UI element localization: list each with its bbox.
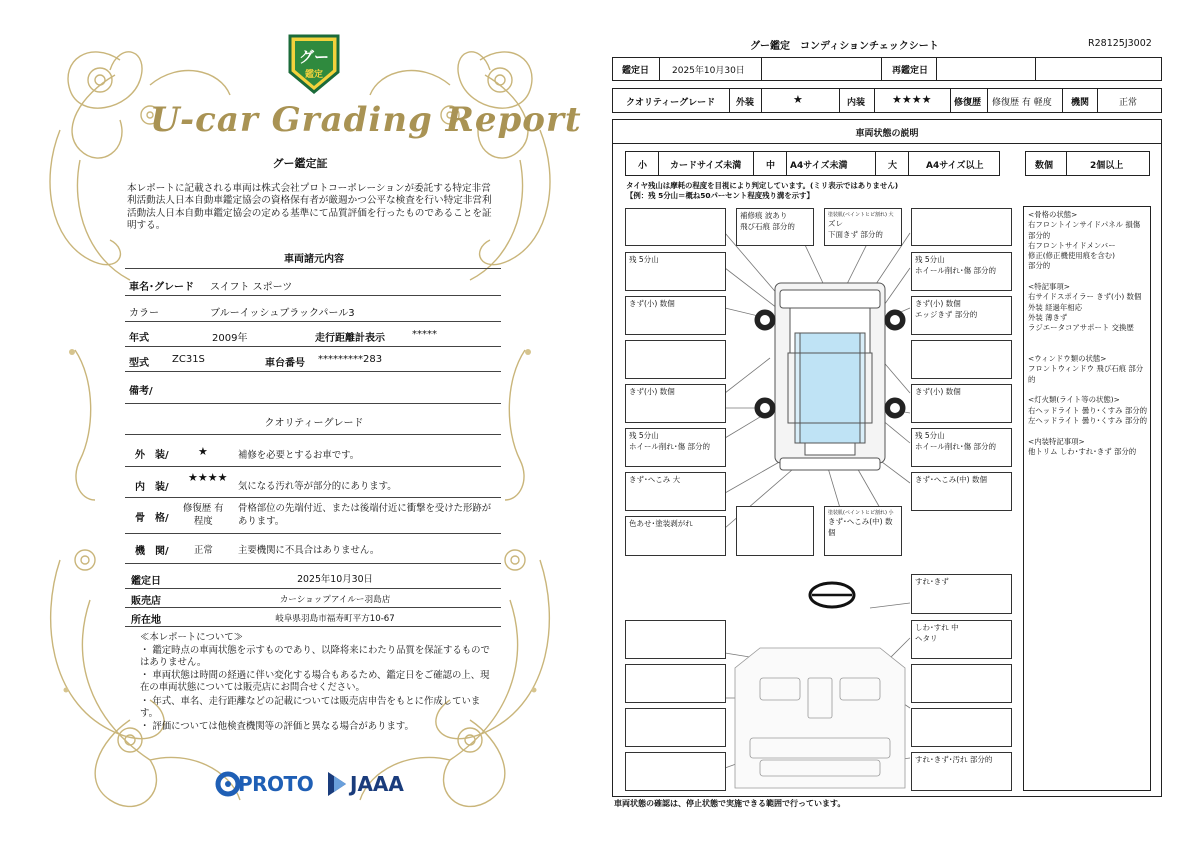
info-date-label: 鑑定日 — [131, 576, 161, 587]
note-item: ・ 鑑定時点の車両状態を示すものであり、以降将来にわたり品質を保証するものではありません。 — [140, 645, 490, 668]
goo-kantei-emblem-icon — [286, 32, 342, 96]
note-line — [1028, 334, 1150, 344]
note-line: 右ヘッドライト 曇り･くすみ 部分的 — [1028, 405, 1148, 415]
tire-note: タイヤ残山は摩耗の程度を目視により判定しています。(ミリ表示ではありません) — [626, 181, 899, 190]
note-line: <ウィンドウ類の状態> — [1028, 354, 1107, 364]
interior-label-right-3 — [911, 664, 1012, 703]
spec-model-label: 型式 — [129, 358, 149, 369]
engine-value: 正常 — [1119, 98, 1138, 108]
damage-label-left-1 — [625, 208, 726, 246]
note-line: 右フロントサイドメンバー — [1028, 240, 1116, 250]
divider — [125, 371, 501, 372]
interior-label-right-2: しわ･すれ 中 ヘタリ — [911, 620, 1012, 659]
size-small: 小 — [638, 161, 648, 171]
note-line: 部分的 — [1028, 261, 1051, 271]
damage-label-top-1: 補修痕 波あり 飛び石痕 部分的 — [736, 208, 814, 246]
damage-label-left-2: 残 5分山 — [625, 252, 726, 291]
note-line: 外装 経過年相応 — [1028, 302, 1083, 312]
note-line: 右サイドスポイラー きず(小) 数個 — [1028, 292, 1142, 302]
info-shop-label: 販売店 — [131, 596, 161, 607]
quality-frame-grade: 修復歴 有 程度 — [183, 503, 224, 527]
info-address-value: 岐阜県羽島市福寿町平方10-67 — [275, 614, 395, 624]
spec-year-label: 年式 — [129, 333, 149, 344]
condition-check-sheet — [600, 0, 1200, 848]
quality-engine-label: 機 関/ — [135, 546, 169, 557]
interior-label: 内装 — [847, 98, 866, 108]
size-large: 大 — [888, 161, 898, 171]
note-line: 右フロントインサイドパネル 損傷 — [1028, 220, 1141, 230]
engine-label: 機関 — [1071, 98, 1090, 108]
note-line: <灯火類(ライト等の状態)> — [1028, 395, 1120, 405]
proto-logo-text: PROTO — [238, 772, 314, 796]
damage-label-right-1 — [911, 208, 1012, 246]
interior-grade: ★★★★ — [892, 93, 932, 106]
divider — [125, 563, 501, 564]
quality-exterior-grade: ★ — [198, 445, 208, 458]
date-value: 2025年10月30日 — [672, 66, 745, 76]
note-line: 修正(修正機使用痕を含む) — [1028, 251, 1116, 261]
quality-frame-desc: 骨格部位の先端付近、または後端付近に衝撃を受けた形跡があります。 — [238, 503, 492, 527]
note-line: <内装特記事項> — [1028, 436, 1085, 446]
divider — [125, 346, 501, 347]
sheet-title: グー鑑定 コンディションチェックシート — [750, 41, 939, 52]
condition-title: 車両状態の説明 — [855, 129, 919, 139]
interior-label-right-1: すれ･きず — [911, 574, 1012, 614]
note-line: 外装 薄きず — [1028, 312, 1068, 322]
divider — [125, 321, 501, 322]
note-line: 左ヘッドライト 曇り･くすみ 部分的 — [1028, 415, 1148, 425]
note-item: ・ 車両状態は時間の経過に伴い変化する場合もあるため、鑑定日をご確認の上、現在の車両状態については販売店にお問合せください。 — [140, 670, 490, 693]
spec-model-value: ZC31S — [172, 354, 205, 365]
repair-history-label: 修復歴 — [954, 98, 982, 108]
note-line — [1028, 272, 1150, 282]
certificate-title: グー鑑定証 — [272, 157, 328, 170]
quality-frame-label: 骨 格/ — [135, 513, 169, 524]
damage-label-left-8: 色あせ･塗装剥がれ — [625, 516, 726, 556]
damage-label-bottom-1 — [736, 506, 814, 556]
interior-label-right-4 — [911, 708, 1012, 747]
size-small-desc: カードサイズ未満 — [670, 161, 742, 171]
quality-grade-label: クオリティーグレード — [626, 98, 716, 108]
repair-history-value: 修復歴 有 軽度 — [992, 98, 1052, 108]
damage-label-right-2: 残 5分山 ホイール削れ･傷 部分的 — [911, 252, 1012, 291]
jaaa-logo-icon — [326, 770, 348, 798]
note-line — [1028, 385, 1150, 395]
damage-label-right-4 — [911, 340, 1012, 379]
interior-label-right-5: すれ･きず･汚れ 部分的 — [911, 752, 1012, 791]
spec-remarks-label: 備考/ — [129, 386, 153, 397]
note-line — [1028, 344, 1150, 354]
size-medium: 中 — [766, 161, 776, 171]
note-line: フロントウィンドウ 飛び石痕 部分的 — [1028, 364, 1144, 384]
divider — [125, 497, 501, 498]
damage-label-right-7: きず･へこみ(中) 数個 — [911, 472, 1012, 511]
quality-exterior-desc: 補修を必要とするお車です。 — [238, 450, 360, 461]
interior-label-left-2 — [625, 664, 726, 703]
damage-label-left-3: きず(小) 数個 — [625, 296, 726, 335]
note-item: ・ 年式、車名、走行距離などの記載については販売店申告をもとに作成しています。 — [140, 696, 481, 719]
count-label: 数個 — [1035, 161, 1054, 171]
quality-exterior-label: 外 装/ — [135, 450, 169, 461]
spec-name-label: 車名･グレード — [129, 282, 194, 293]
reinspection-date-value — [936, 57, 1036, 81]
jaaa-logo-text: JAAA — [350, 772, 404, 796]
quality-engine-desc: 主要機関に不具合はありません。 — [238, 545, 380, 556]
divider — [125, 533, 501, 534]
notes-panel-content — [1028, 210, 1150, 457]
count-desc: 2個以上 — [1090, 161, 1124, 171]
damage-label-right-3: きず(小) 数個 エッジきず 部分的 — [911, 296, 1012, 335]
quality-interior-label: 内 装/ — [135, 482, 169, 493]
info-date-value: 2025年10月30日 — [297, 574, 373, 585]
divider — [125, 588, 501, 589]
divider — [125, 268, 501, 269]
exterior-label: 外装 — [736, 98, 755, 108]
spec-year-value: 2009年 — [212, 333, 248, 344]
spec-section-title: 車両諸元内容 — [284, 254, 344, 265]
note-item: ・ 評価については他検査機関等の評価と異なる場合があります。 — [140, 721, 414, 732]
damage-label-right-6: 残 5分山 ホイール削れ･傷 部分的 — [911, 428, 1012, 467]
divider — [125, 434, 501, 435]
tire-note-example: 【例：残 5分山＝概ね50パーセント程度残り溝を示す】 — [626, 191, 814, 200]
note-line: 他トリム しわ･すれ･きず 部分的 — [1028, 446, 1137, 456]
reinspection-date-label: 再鑑定日 — [892, 66, 929, 76]
quality-section-title: クオリティーグレード — [264, 418, 364, 429]
quality-interior-grade: ★★★★ — [188, 471, 228, 484]
report-title: U-car Grading Report — [150, 100, 582, 140]
quality-interior-desc: 気になる汚れ等が部分的にあります。 — [238, 481, 397, 492]
damage-label-left-4 — [625, 340, 726, 379]
interior-label-left-1 — [625, 620, 726, 659]
notes-title: ≪本レポートについて≫ — [140, 632, 243, 643]
note-line: 部分的 — [1028, 230, 1051, 240]
damage-label-right-5: きず(小) 数個 — [911, 384, 1012, 423]
damage-label-left-5: きず(小) 数個 — [625, 384, 726, 423]
certificate-intro: 本レポートに記載される車両は株式会社プロトコーポレーションが委託する特定非営利活動法人日本自動車鑑定協会の資格保有者が厳週かつ公平な検査を行い特定非営利活動法人日本自動車鑑定協会の定める基準にて品質評価を行ったものであることを証明する。 — [127, 183, 492, 232]
damage-label-bottom-2: 塗装肌(ペイントヒビ割れ) 小 きず･へこみ(中) 数個 — [824, 506, 902, 556]
spec-color-label: カラー — [129, 308, 159, 319]
damage-label-left-7: きず･へこみ 大 — [625, 472, 726, 511]
info-shop-value: カーショップアイルー羽島店 — [279, 595, 391, 605]
damage-label-top-2: 塗装肌(ペイントヒビ割れ) 大 ズレ 下面きず 部分的 — [824, 208, 902, 246]
divider — [125, 466, 501, 467]
quality-engine-grade: 正常 — [194, 545, 213, 556]
size-medium-desc: A4サイズ未満 — [790, 161, 848, 171]
exterior-grade: ★ — [793, 93, 803, 106]
svg-text:鑑定: 鑑定 — [304, 70, 324, 80]
divider — [125, 626, 501, 627]
spec-chassis-value: *********283 — [318, 354, 383, 365]
spec-odometer-label: 走行距離計表示 — [315, 333, 385, 344]
spec-name-value: スイフト スポーツ — [210, 282, 293, 293]
spec-chassis-label: 車台番号 — [265, 358, 305, 369]
svg-text:グー: グー — [298, 48, 330, 66]
note-line: <骨格の状態> — [1028, 210, 1078, 219]
interior-label-left-3 — [625, 708, 726, 747]
note-line: <特記事項> — [1028, 282, 1070, 292]
note-line: ラジエータコアサポート 交換歴 — [1028, 323, 1134, 333]
damage-label-left-6: 残 5分山 ホイール削れ･傷 部分的 — [625, 428, 726, 467]
spec-color-value: ブルーイッシュブラックパール3 — [210, 308, 355, 319]
note-line — [1028, 426, 1150, 436]
size-large-desc: A4サイズ以上 — [926, 161, 984, 171]
spec-odometer-value: ***** — [412, 329, 437, 340]
document-id: R28125J3002 — [1088, 38, 1152, 49]
divider — [125, 295, 501, 296]
date-label: 鑑定日 — [622, 66, 650, 76]
info-address-label: 所在地 — [131, 615, 161, 626]
divider — [125, 607, 501, 608]
footer-note: 車両状態の確認は、停止状態で実施できる範囲で行っています。 — [614, 799, 846, 808]
interior-label-left-4 — [625, 752, 726, 791]
divider — [125, 403, 501, 404]
